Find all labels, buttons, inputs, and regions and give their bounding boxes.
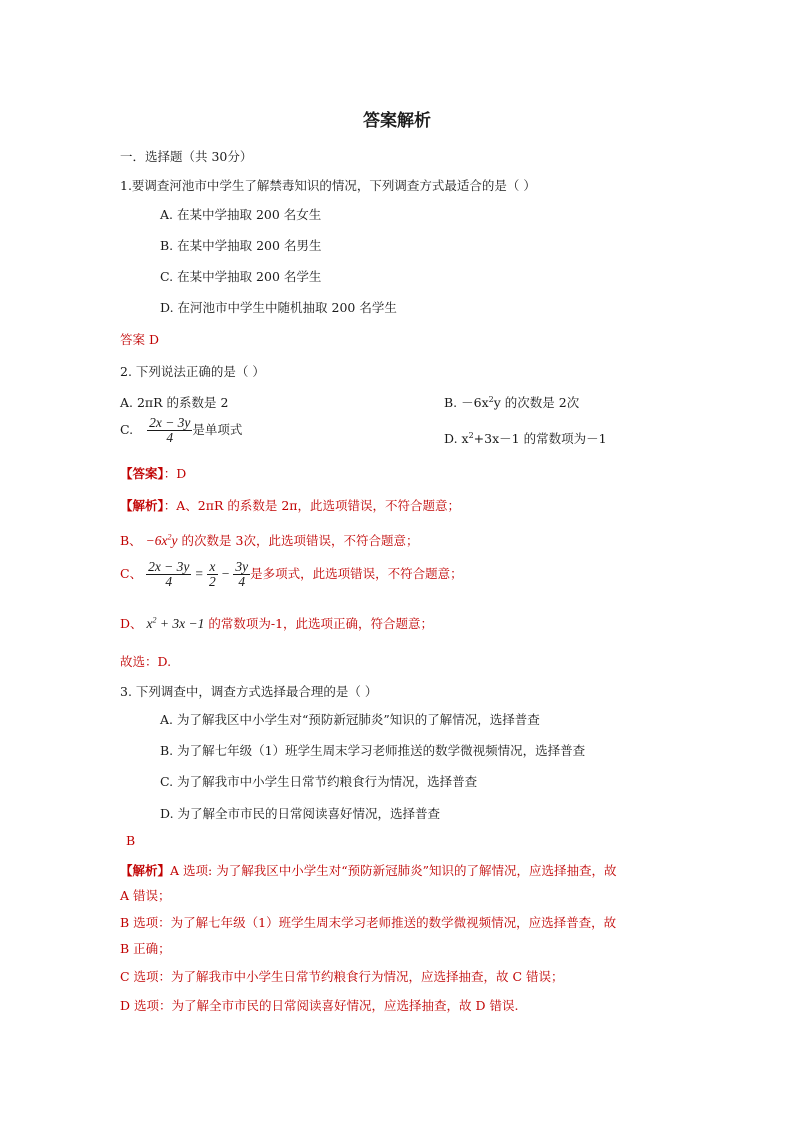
q2-option-d-sup: 2 <box>468 430 474 440</box>
q2-conclusion: 故选：D. <box>120 654 172 669</box>
q1-option-d: D. 在河池市中学生中随机抽取 200 名学生 <box>160 300 397 315</box>
fraction-numerator: 3y <box>235 559 249 574</box>
q2-option-a: A. 2πR 的系数是 2 <box>120 395 229 410</box>
q3-option-a: A. 为了解我区中小学生对“预防新冠肺炎”知识的了解情况，选择普查 <box>160 712 540 727</box>
q2-option-b-post: y 的次数是 2次 <box>493 395 580 410</box>
q2-stem: 2. 下列说法正确的是（ ） <box>120 364 265 379</box>
minus-sign: − <box>221 566 230 582</box>
q3-option-c: C. 为了解我市中小学生日常节约粮食行为情况，选择普查 <box>160 774 478 789</box>
answer-value: ：D <box>163 466 187 481</box>
q3-stem: 3. 下列调查中，调查方式选择最合理的是（ ） <box>120 684 378 699</box>
q2-analysis-line-b <box>120 531 418 549</box>
math-expression <box>147 616 205 631</box>
q2-option-d <box>444 429 607 447</box>
equals-sign: = <box>195 566 204 582</box>
math-part: + 3x −1 <box>156 616 205 631</box>
q3-analysis-line5: C 选项：为了解我市中小学生日常节约粮食行为情况，应选择抽查，故 C 错误； <box>120 969 564 984</box>
q2-option-c-fraction <box>147 416 192 445</box>
fraction-numerator: x <box>207 560 218 575</box>
q1-answer: 答案 D <box>120 332 159 347</box>
fraction-numerator: 2x − 3y <box>148 559 190 574</box>
line-prefix: C、 <box>120 566 143 582</box>
q2-option-d-pre: D. x <box>444 431 469 446</box>
q1-option-b: B. 在某中学抽取 200 名男生 <box>160 238 322 253</box>
q2-analysis-line-d <box>120 614 433 632</box>
fraction-denominator: 4 <box>166 430 174 446</box>
q1-option-a: A. 在某中学抽取 200 名女生 <box>160 207 322 222</box>
fraction-1 <box>146 560 191 589</box>
q2-option-c-label: C. <box>120 422 134 438</box>
q3-analysis-line1 <box>120 861 616 879</box>
fraction-denominator: 4 <box>165 574 173 590</box>
line-prefix: D、 <box>120 616 143 631</box>
math-part: x <box>146 616 153 631</box>
answer-label: 【答案】 <box>120 466 164 481</box>
q3-analysis-line4: B 正确； <box>120 941 171 956</box>
q3-analysis-line2: A 错误； <box>120 888 171 903</box>
fraction-2 <box>207 560 218 589</box>
analysis-text: ：A、2πR 的系数是 2π，此选项错误，不符合题意； <box>163 498 460 513</box>
math-sup: 2 <box>167 532 172 542</box>
q2-option-c-text: 是单项式 <box>192 422 243 438</box>
line-text: 的次数是 3次，此选项错误，不符合题意； <box>181 533 419 548</box>
q2-option-b <box>444 393 579 411</box>
fraction-denominator: 4 <box>238 574 246 590</box>
q2-option-c <box>120 416 242 445</box>
q2-analysis-line1 <box>120 496 460 514</box>
math-part: −6x <box>145 533 168 548</box>
analysis-label: 【解析】 <box>120 863 171 878</box>
q2-answer <box>120 464 186 482</box>
q3-answer: B <box>126 833 136 848</box>
q3-analysis-line3: B 选项：为了解七年级（1）班学生周末学习老师推送的数学微视频情况，应选择普查，故 <box>120 915 617 930</box>
line-text: 的常数项为-1，此选项正确，符合题意； <box>208 616 434 631</box>
q3-analysis-line6: D 选项：为了解全市市民的日常阅读喜好情况，应选择抽查，故 D 错误. <box>120 998 519 1013</box>
math-expression <box>146 533 178 548</box>
math-sup: 2 <box>152 615 157 625</box>
fraction-3 <box>233 560 250 589</box>
q2-option-d-post: +3x－1 的常数项为－1 <box>473 431 607 446</box>
page-title: 答案解析 <box>363 111 431 131</box>
analysis-label: 【解析】 <box>120 498 164 513</box>
math-part: y <box>171 533 178 548</box>
line-text: 是多项式，此选项错误，不符合题意； <box>250 566 463 582</box>
q2-option-b-pre: B. －6x <box>444 395 489 410</box>
fraction-numerator: 2x − 3y <box>149 415 191 430</box>
fraction-denominator: 2 <box>209 574 216 590</box>
q3-option-d: D. 为了解全市市民的日常阅读喜好情况，选择普查 <box>160 806 441 821</box>
q3-option-b: B. 为了解七年级（1）班学生周末学习老师推送的数学微视频情况，选择普查 <box>160 743 586 758</box>
section-heading: 一．选择题（共 30分） <box>120 149 253 164</box>
line-prefix: B、 <box>120 533 142 548</box>
q2-option-b-sup: 2 <box>488 394 494 404</box>
q2-analysis-line-c <box>120 560 463 589</box>
q1-option-c: C. 在某中学抽取 200 名学生 <box>160 269 322 284</box>
analysis-text: A 选项: 为了解我区中小学生对“预防新冠肺炎”知识的了解情况，应选择抽查，故 <box>170 863 617 878</box>
q1-stem: 1.要调查河池市中学生了解禁毒知识的情况，下列调查方式最适合的是（ ） <box>120 178 536 193</box>
